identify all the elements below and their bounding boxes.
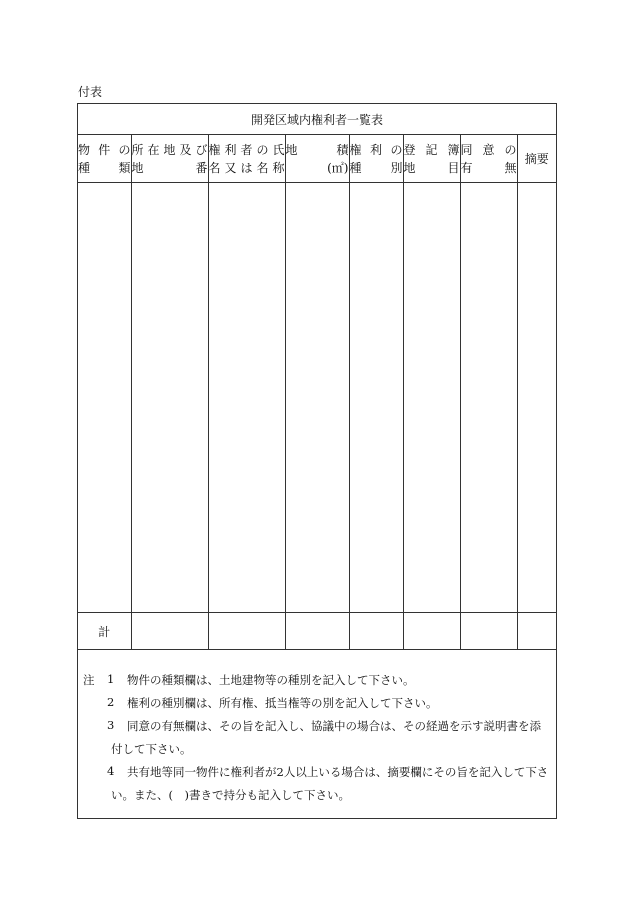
entry-cell[interactable]: [403, 183, 460, 613]
form-label: 付表: [78, 85, 103, 99]
rights-holder-form: [77, 103, 557, 819]
note-text-continued: い。また、( )書きで持分も記入して下さい。: [111, 788, 350, 802]
notes-prefix: 注: [83, 673, 95, 687]
note-text: 同意の有無欄は、その旨を記入し、協議中の場合は、その経過を示す説明書を添: [127, 719, 541, 733]
note-number: 1: [107, 672, 115, 686]
total-cell[interactable]: [208, 613, 285, 650]
note-text-continued: 付して下さい。: [111, 742, 192, 756]
total-cell[interactable]: [460, 613, 517, 650]
header-register-category: 登記簿 地 目: [403, 135, 460, 183]
total-cell[interactable]: [285, 613, 349, 650]
header-remarks: 摘要: [517, 135, 556, 183]
entry-cell[interactable]: [349, 183, 403, 613]
header-row: [78, 135, 556, 183]
total-cell[interactable]: [403, 613, 460, 650]
total-cell[interactable]: [349, 613, 403, 650]
header-property-type: 物件の 種 類: [78, 135, 131, 183]
header-area: 地 積 (㎡): [285, 135, 349, 183]
total-row: [78, 613, 556, 650]
entry-cell[interactable]: [285, 183, 349, 613]
note-text: 物件の種類欄は、土地建物等の種別を記入して下さい。: [127, 673, 415, 687]
note-text: 共有地等同一物件に権利者が2人以上いる場合は、摘要欄にその旨を記入して下さ: [127, 765, 549, 779]
entry-cell[interactable]: [131, 183, 208, 613]
header-location: 所在地及び 地 番: [131, 135, 208, 183]
total-cell[interactable]: [131, 613, 208, 650]
entry-row: [78, 183, 556, 613]
entry-cell[interactable]: [78, 183, 131, 613]
entry-cell[interactable]: [460, 183, 517, 613]
header-holder-name: 権利者の氏 名又は名称: [208, 135, 285, 183]
note-number: 3: [107, 718, 115, 732]
table-title: 開発区域内権利者一覧表: [78, 104, 556, 135]
note-text: 権利の種別欄は、所有権、抵当権等の別を記入して下さい。: [127, 696, 438, 710]
total-label: 計: [78, 613, 131, 650]
note-number: 4: [107, 764, 115, 778]
rights-holder-table: [78, 104, 556, 650]
note-number: 2: [107, 695, 115, 709]
total-cell[interactable]: [517, 613, 556, 650]
entry-cell[interactable]: [208, 183, 285, 613]
entry-cell[interactable]: [517, 183, 556, 613]
header-consent: 同意の 有 無: [460, 135, 517, 183]
header-right-type: 権利の 種 別: [349, 135, 403, 183]
notes-section: [78, 650, 556, 818]
